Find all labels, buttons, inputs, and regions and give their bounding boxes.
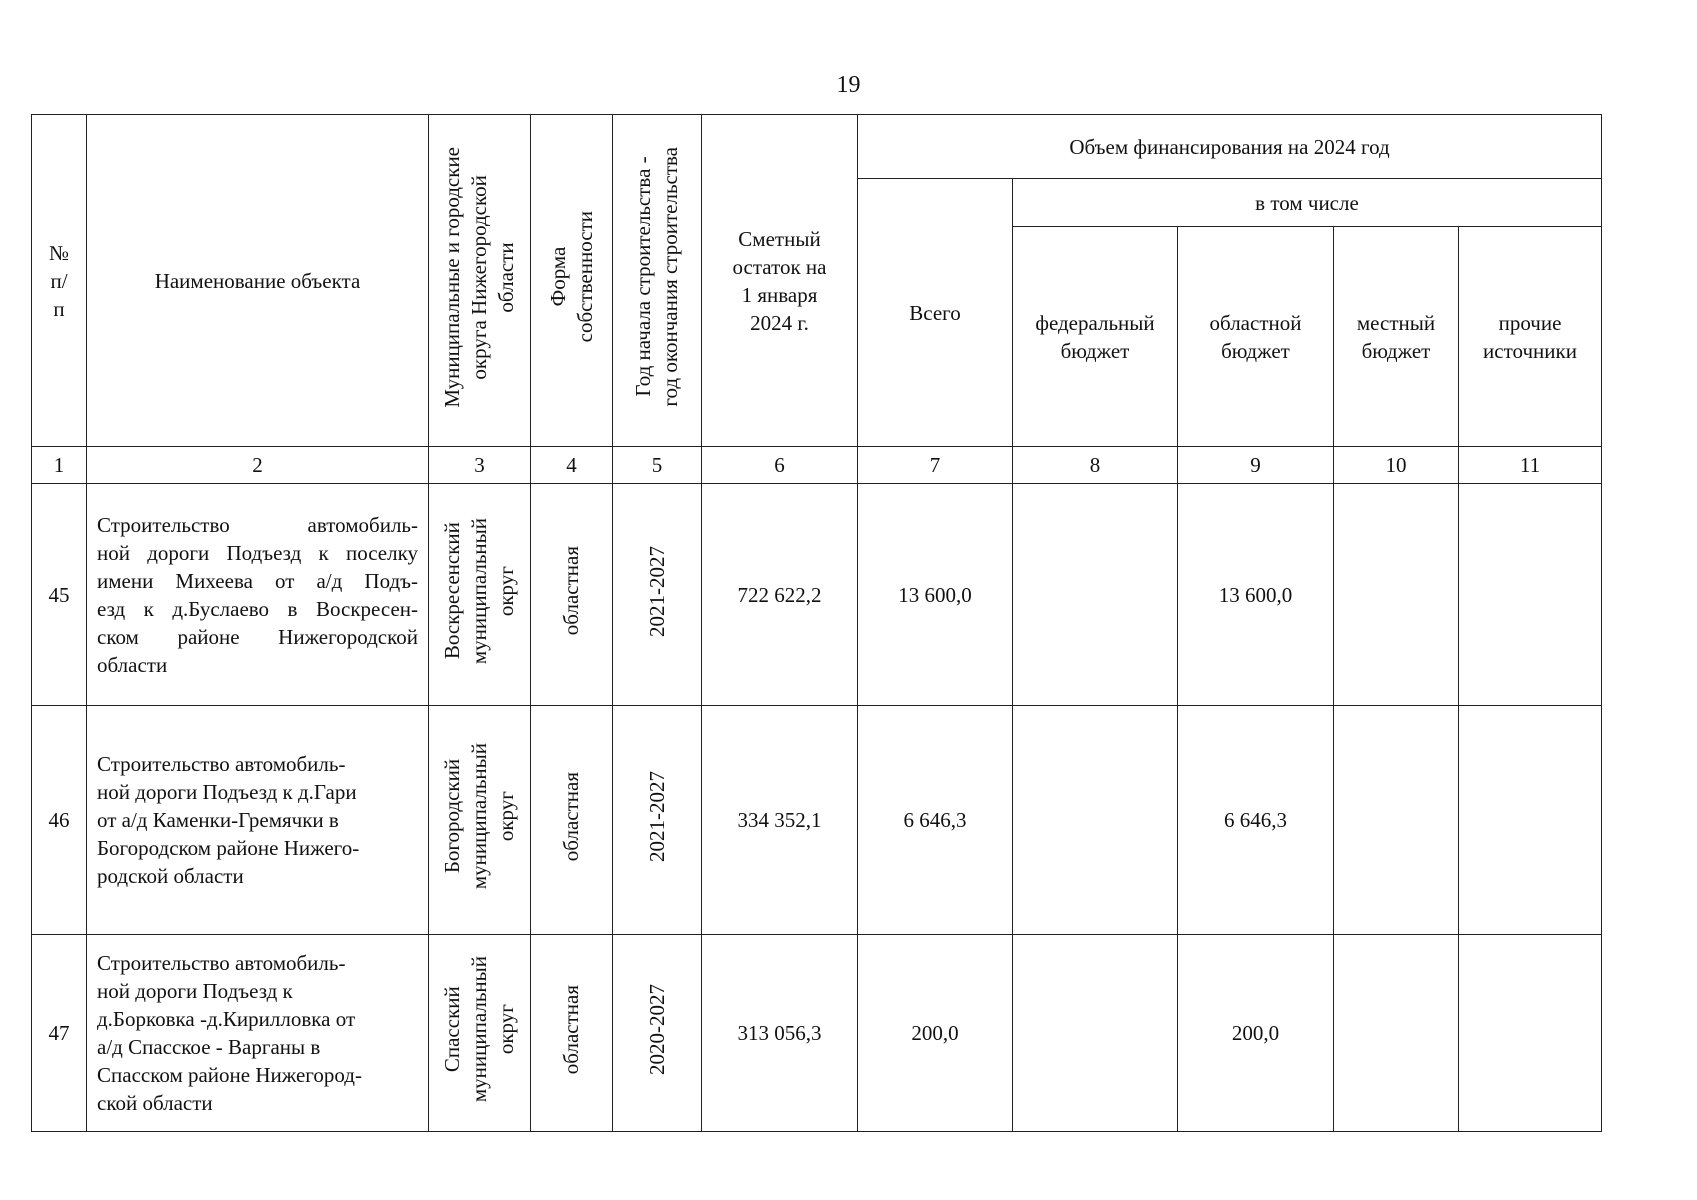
header-total: Всего	[858, 179, 1013, 447]
municipal-district	[429, 484, 531, 706]
funding-federal	[1013, 706, 1178, 935]
table-row	[32, 706, 1602, 935]
municipal-line: округ	[494, 791, 518, 842]
header-other-line: прочие	[1498, 310, 1562, 335]
header-federal-line: федеральный	[1035, 310, 1155, 335]
table-body	[32, 484, 1602, 1132]
header-municipal-line: округа Нижегородской	[467, 174, 491, 380]
column-number: 2	[87, 447, 429, 484]
object-name-line: Богородском районе Нижего-	[97, 836, 360, 860]
header-municipal-line: области	[494, 241, 518, 313]
funding-local	[1334, 706, 1459, 935]
column-number: 6	[702, 447, 858, 484]
construction-years	[613, 484, 702, 706]
header-ownership	[531, 115, 613, 447]
table-header	[32, 115, 1602, 484]
municipal-line: округ	[494, 565, 518, 617]
ownership-form	[531, 706, 613, 935]
estimate-balance: 313 056,3	[702, 935, 858, 1132]
header-ownership-line: Форма	[545, 247, 570, 307]
object-name-line: д.Борковка -д.Кирилловка от	[97, 1007, 356, 1031]
header-regional	[1178, 227, 1334, 447]
object-name-line: Спасском районе Нижегород-	[97, 1063, 362, 1087]
object-name-line: родской области	[97, 864, 244, 888]
header-municipal	[429, 115, 531, 447]
column-number: 10	[1334, 447, 1459, 484]
header-name: Наименование объекта	[87, 115, 429, 447]
funding-federal	[1013, 935, 1178, 1132]
header-including: в том числе	[1013, 179, 1602, 227]
column-number: 9	[1178, 447, 1334, 484]
funding-local	[1334, 484, 1459, 706]
object-name	[87, 935, 429, 1132]
object-name-line: от а/д Каменки-Гремячки в	[97, 808, 339, 832]
header-other-line: источники	[1483, 338, 1577, 363]
row-num: 47	[32, 935, 87, 1132]
header-num-line: п/	[50, 268, 68, 293]
estimate-balance: 722 622,2	[702, 484, 858, 706]
header-estimate-line: 1 января	[741, 282, 818, 307]
years-value: 2020-2027	[644, 984, 669, 1075]
object-name-line: ной дороги Подъезд к поселку	[97, 540, 418, 565]
funding-other	[1459, 706, 1602, 935]
ownership-value: областная	[559, 546, 583, 636]
years-value: 2021-2027	[644, 771, 669, 862]
municipal-line: муниципальный	[467, 517, 491, 665]
object-name-line: имени Михеева от а/д Подъ-	[97, 568, 418, 593]
header-years-line: Год начала строительства -	[631, 156, 655, 398]
column-number: 4	[531, 447, 613, 484]
header-estimate-line: Сметный	[738, 226, 821, 251]
funding-total: 13 600,0	[858, 484, 1013, 706]
years-value: 2021-2027	[644, 545, 669, 637]
ownership-form	[531, 484, 613, 706]
funding-regional: 13 600,0	[1178, 484, 1334, 706]
column-number: 11	[1459, 447, 1602, 484]
column-number: 3	[429, 447, 531, 484]
construction-years	[613, 706, 702, 935]
column-numbers-row	[32, 447, 1602, 484]
object-name-line: области	[97, 652, 168, 677]
header-regional-line: бюджет	[1221, 338, 1290, 363]
row-num: 45	[32, 484, 87, 706]
funding-total: 6 646,3	[858, 706, 1013, 935]
municipal-line: Воскресенский	[440, 522, 464, 660]
funding-other	[1459, 935, 1602, 1132]
object-name-line: ской области	[97, 1091, 213, 1115]
object-name-line: ной дороги Подъезд к	[97, 979, 293, 1003]
ownership-value: областная	[559, 984, 583, 1075]
funding-other	[1459, 484, 1602, 706]
object-name	[87, 484, 429, 706]
header-municipal-line: Муниципальные и городские	[440, 146, 464, 408]
header-ownership-line: собственности	[572, 211, 597, 343]
header-estimate	[702, 115, 858, 447]
municipal-line: муниципальный	[467, 956, 491, 1103]
funding-regional: 6 646,3	[1178, 706, 1334, 935]
object-name-line: а/д Спасское - Варганы в	[97, 1035, 321, 1059]
header-other	[1459, 227, 1602, 447]
header-local	[1334, 227, 1459, 447]
header-num-line: №	[48, 240, 70, 265]
object-name-line: Строительство автомобиль-	[97, 752, 346, 776]
object-name-line: ском районе Нижегородской	[97, 624, 418, 649]
header-estimate-line: остаток на	[732, 254, 827, 279]
financing-table	[31, 114, 1602, 1132]
object-name-line: езд к д.Буслаево в Воскресен-	[97, 596, 418, 621]
header-federal	[1013, 227, 1178, 447]
municipal-line: Спасский	[440, 986, 464, 1073]
table-row	[32, 935, 1602, 1132]
estimate-balance: 334 352,1	[702, 706, 858, 935]
funding-local	[1334, 935, 1459, 1132]
header-funding: Объем финансирования на 2024 год	[858, 115, 1602, 179]
page-number: 19	[836, 72, 861, 98]
header-num	[32, 115, 87, 447]
ownership-value: областная	[559, 771, 583, 862]
object-name-line: ной дороги Подъезд к д.Гари	[97, 780, 357, 804]
object-name	[87, 706, 429, 935]
object-name-line: Строительство автомобиль-	[97, 512, 418, 537]
funding-federal	[1013, 484, 1178, 706]
funding-total: 200,0	[858, 935, 1013, 1132]
header-regional-line: областной	[1209, 310, 1302, 335]
header-local-line: бюджет	[1361, 338, 1431, 363]
funding-regional: 200,0	[1178, 935, 1334, 1132]
header-federal-line: бюджет	[1060, 338, 1130, 363]
header-estimate-line: 2024 г.	[750, 310, 809, 335]
municipal-line: муниципальный	[467, 743, 491, 890]
row-num: 46	[32, 706, 87, 935]
column-number: 8	[1013, 447, 1178, 484]
municipal-line: Богородский	[440, 759, 464, 874]
header-years	[613, 115, 702, 447]
column-number: 1	[32, 447, 87, 484]
header-years-line: год окончания строительства	[658, 147, 682, 407]
object-name-line: Строительство автомобиль-	[97, 951, 346, 975]
municipal-district	[429, 935, 531, 1132]
construction-years	[613, 935, 702, 1132]
column-number: 5	[613, 447, 702, 484]
header-local-line: местный	[1356, 310, 1436, 335]
column-number: 7	[858, 447, 1013, 484]
municipal-line: округ	[494, 1004, 518, 1055]
table-row	[32, 484, 1602, 706]
header-num-line: п	[53, 296, 65, 321]
ownership-form	[531, 935, 613, 1132]
municipal-district	[429, 706, 531, 935]
